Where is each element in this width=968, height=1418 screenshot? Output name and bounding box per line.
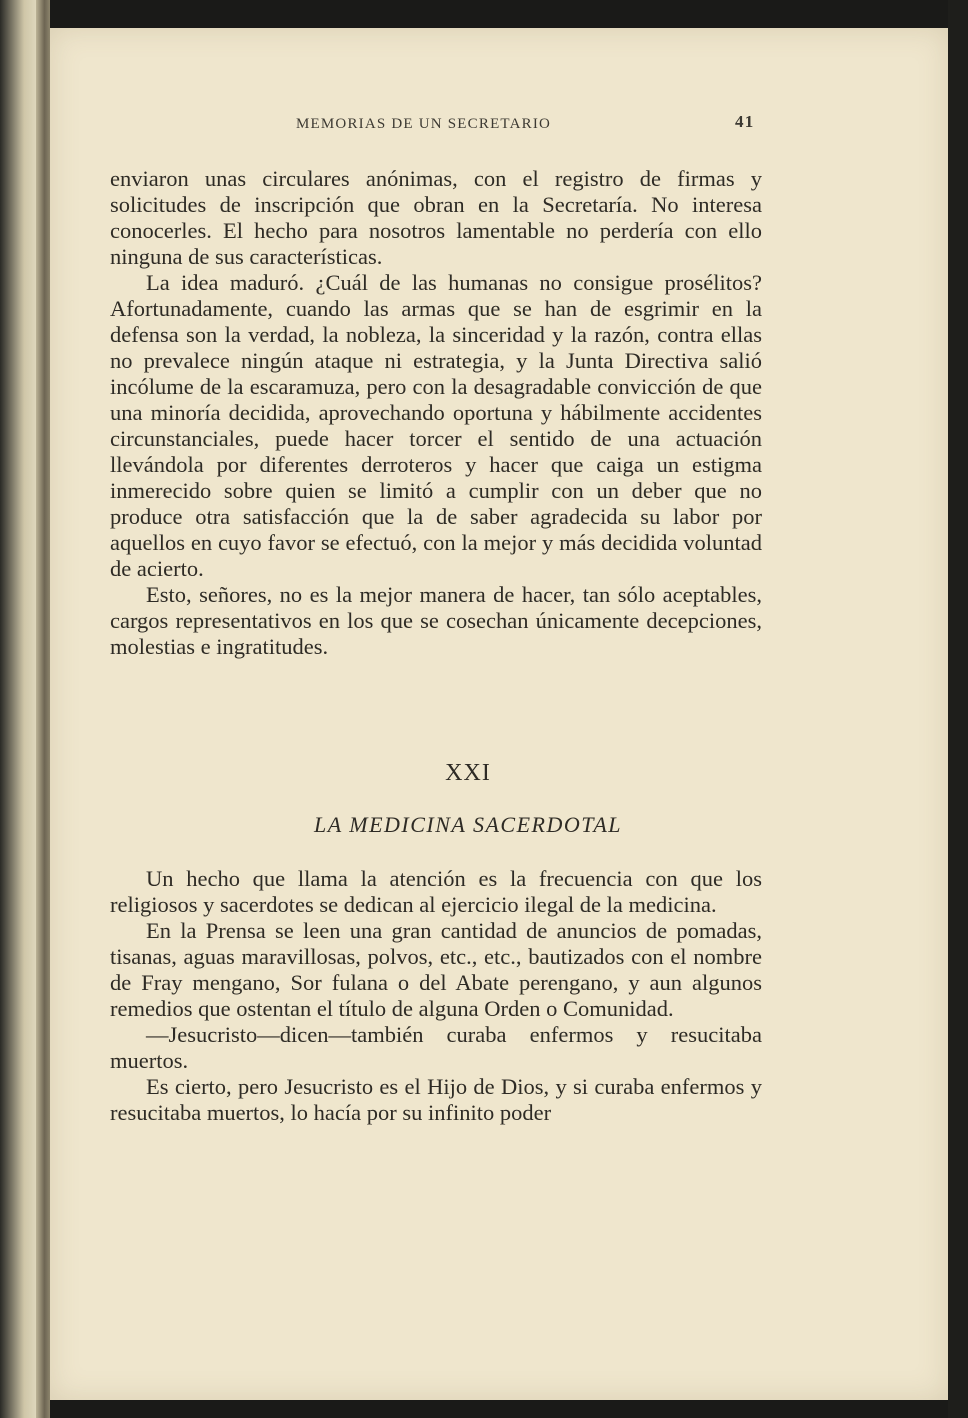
paragraph: La idea maduró. ¿Cuál de las humanas no consigue prosélitos? Afortunadamente, cuando las armas que se han de esgrimir en la defensa son la verdad, la nobleza, la sinceridad y la razón, contra ellas no prevalece ningún ataque ni estrategia, y la Junta Directiva salió incólume de la escaramuza, pero con la desagradable convicción de que una minoría decidida, aprovechando oportuna y hábilmente accidentes circunstanciales, puede hacer torcer el sentido de una actuación llevándola por diferentes derroteros y hacer que caiga un estigma inmerecido sobre quien se limitó a cumplir con un deber que no produce otra satisfacción que la de saber agradecida su labor por aquellos en cuyo favor se efectuó, con la mejor y más decidida voluntad de acierto.	[110, 270, 762, 581]
page-number: 41	[735, 112, 755, 131]
body-text-top	[110, 166, 762, 660]
paragraph: Esto, señores, no es la mejor manera de hacer, tan sólo aceptables, cargos representativos en los que se cosechan únicamente decepciones, molestias e ingratitudes.	[110, 582, 762, 659]
paragraph: enviaron unas circulares anónimas, con el registro de firmas y solicitudes de inscripción que obran en la Secretaría. No interesa conocerles. El hecho para nosotros lamentable no perdería con ello ninguna de sus características.	[110, 166, 762, 269]
paragraph: Un hecho que llama la atención es la frecuencia con que los religiosos y sacerdotes se dedican al ejercicio ilegal de la medicina.	[110, 866, 762, 917]
running-title: MEMORIAS DE UN SECRETARIO	[296, 116, 552, 132]
paragraph: En la Prensa se leen una gran cantidad de anuncios de pomadas, tisanas, aguas maravillosas, polvos, etc., etc., bautizados con el nombre de Fray mengano, Sor fulana o del Abate perengano, y aun algunos remedios que ostentan el título de alguna Orden o Comunidad.	[110, 918, 762, 1021]
scan-border	[948, 0, 968, 1418]
paragraph: —Jesucristo—dicen—también curaba enfermos y resucitaba muertos.	[110, 1022, 762, 1073]
chapter-title: LA MEDICINA SACERDOTAL	[313, 812, 622, 837]
book-gutter	[36, 0, 50, 1418]
chapter-number: XXI	[445, 760, 491, 786]
paragraph: Es cierto, pero Jesucristo es el Hijo de Dios, y si curaba enfermos y resucitaba muertos, lo hacía por su infinito poder	[110, 1074, 762, 1125]
body-text-bottom	[110, 866, 762, 1126]
